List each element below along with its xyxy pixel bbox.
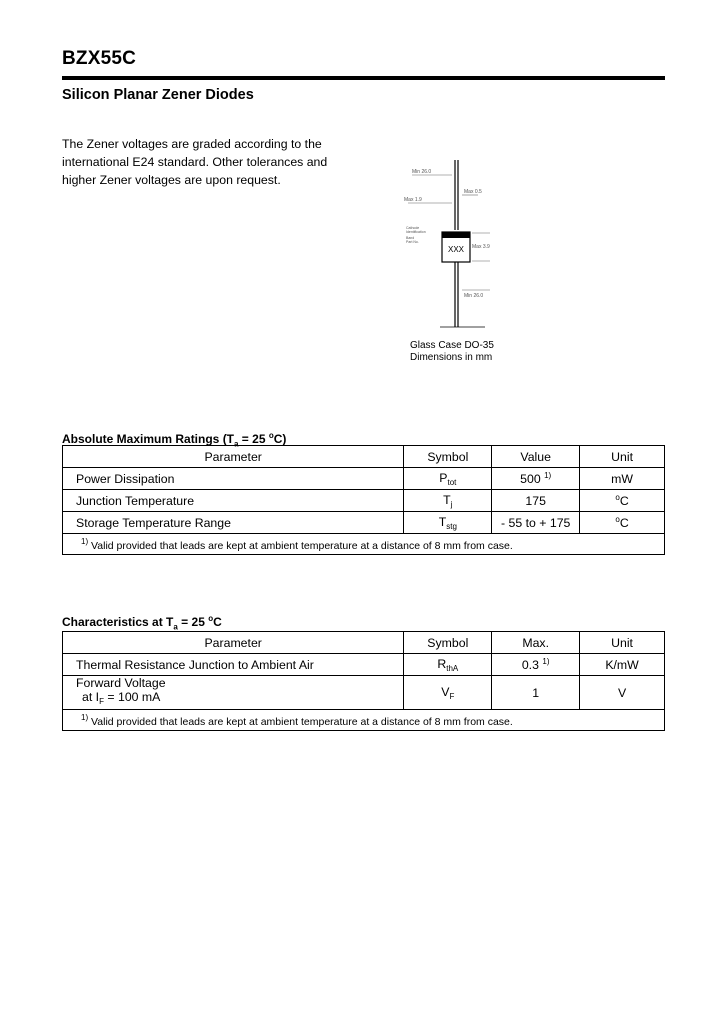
do35-package-drawing bbox=[400, 155, 510, 335]
value-cell: 1 bbox=[492, 676, 580, 710]
unit-cell: V bbox=[580, 676, 665, 710]
package-caption bbox=[410, 340, 494, 364]
footnote: $^{1)}$ Valid provided that leads are kept at ambient temperature at a distance of 8 mm from case. bbox=[63, 534, 665, 555]
symbol-cell: $P_{tot}$ bbox=[404, 468, 492, 490]
part-number: BZX55C bbox=[62, 48, 137, 69]
unit-cell: mW bbox=[580, 468, 665, 490]
table-header-row bbox=[63, 446, 665, 468]
intro-line: The Zener voltages are graded according to the bbox=[62, 137, 322, 151]
table-header-row bbox=[63, 632, 665, 654]
caption-line: Dimensions in mm bbox=[410, 352, 493, 363]
param-cell: Storage Temperature Range bbox=[63, 512, 404, 534]
caption-line: Glass Case DO-35 bbox=[410, 340, 494, 351]
table-row bbox=[63, 468, 665, 490]
symbol-cell: $V_F$ bbox=[404, 676, 492, 710]
header-unit: Unit bbox=[580, 446, 665, 468]
header-parameter: Parameter bbox=[63, 632, 404, 654]
cathode-band bbox=[442, 232, 470, 238]
symbol-cell: $R_{thA}$ bbox=[404, 654, 492, 676]
document-subtitle: Silicon Planar Zener Diodes bbox=[62, 87, 254, 103]
header-rule bbox=[62, 76, 665, 80]
header-unit: Unit bbox=[580, 632, 665, 654]
table-row bbox=[63, 512, 665, 534]
param-cell: Junction Temperature bbox=[63, 490, 404, 512]
footnote: $^{1)}$ Valid provided that leads are kept at ambient temperature at a distance of 8 mm from case. bbox=[63, 710, 665, 731]
svg-text:Min 26.0: Min 26.0 bbox=[464, 293, 484, 299]
characteristics-title: Characteristics at $T_a = 25$ $^o$C bbox=[62, 614, 222, 632]
header-max: Max. bbox=[492, 632, 580, 654]
value-cell: 0.3 $^{1)}$ bbox=[492, 654, 580, 676]
footnote-row bbox=[63, 710, 665, 731]
intro-line: higher Zener voltages are upon request. bbox=[62, 173, 281, 187]
ratings-title: Absolute Maximum Ratings ($T_a = 25$ $^o$C) bbox=[62, 431, 287, 449]
svg-text:Max 0.5: Max 0.5 bbox=[464, 189, 482, 195]
svg-text:Band: Band bbox=[406, 236, 415, 240]
footnote-row bbox=[63, 534, 665, 555]
intro-paragraph bbox=[62, 135, 342, 189]
symbol-cell: $T_{stg}$ bbox=[404, 512, 492, 534]
header-parameter: Parameter bbox=[63, 446, 404, 468]
symbol-cell: $T_j$ bbox=[404, 490, 492, 512]
header-symbol: Symbol bbox=[404, 446, 492, 468]
svg-text:Part No.: Part No. bbox=[406, 240, 419, 244]
svg-text:Cathode: Cathode bbox=[406, 226, 420, 230]
svg-text:Min 26.0: Min 26.0 bbox=[412, 169, 432, 175]
param-cell: Thermal Resistance Junction to Ambient Air bbox=[63, 654, 404, 676]
table-row bbox=[63, 676, 665, 710]
unit-cell: $^o$C bbox=[580, 490, 665, 512]
table-row bbox=[63, 654, 665, 676]
value-cell: 175 bbox=[492, 490, 580, 512]
intro-line: international E24 standard. Other tolerances and bbox=[62, 155, 328, 169]
value-cell: - 55 to + 175 bbox=[492, 512, 580, 534]
svg-text:Max 1.9: Max 1.9 bbox=[404, 197, 422, 203]
body-marking: XXX bbox=[447, 245, 465, 254]
param-cell: Power Dissipation bbox=[63, 468, 404, 490]
svg-text:Max 3.9: Max 3.9 bbox=[472, 244, 490, 250]
unit-cell: $^o$C bbox=[580, 512, 665, 534]
param-cell: Forward Voltage at $I_F = 100$ mA bbox=[63, 676, 404, 710]
value-cell: 500 $^{1)}$ bbox=[492, 468, 580, 490]
unit-cell: K/mW bbox=[580, 654, 665, 676]
ratings-table bbox=[62, 445, 665, 555]
header-symbol: Symbol bbox=[404, 632, 492, 654]
svg-text:Identification: Identification bbox=[406, 230, 426, 234]
header-value: Value bbox=[492, 446, 580, 468]
characteristics-table bbox=[62, 631, 665, 731]
table-row bbox=[63, 490, 665, 512]
